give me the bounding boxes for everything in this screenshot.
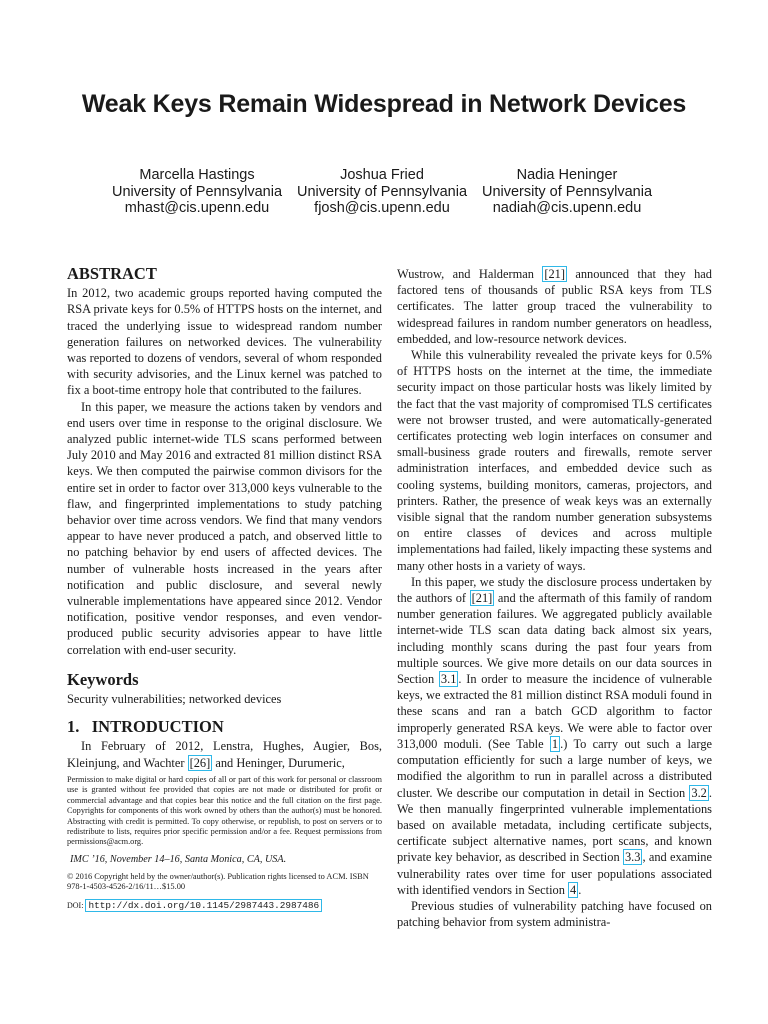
conference-venue: IMC ’16, November 14–16, Santa Monica, CA, USA.	[70, 853, 287, 865]
author-affiliation: University of Pennsylvania	[111, 183, 283, 200]
permission-notice: Permission to make digital or hard copies of all or part of this work for personal or classroom use is granted without fee provided that copies are not made or distributed for profit or commercial advantage and that copies bear this notice and the full citation on the first page. Copyrights for components of this work owned by others than the author(s) must be honored. Abstracting with credit is permitted. To copy otherwise, or republish, to post on servers or to redistribute to lists, requires prior specific permission and/or a fee. Request permissions from permissions@acm.org.	[67, 774, 382, 847]
abstract-paragraph-1: In 2012, two academic groups reported having computed the RSA private keys for 0.5% of HTTPS hosts on the internet, and traced the underlying issue to widespread random number generation failures on networked devices. The vulnerability was reported to dozens of vendors, several of whom responded with security advisories, and the Linux kernel was patched to fix a boot-time entropy hole that contributed to the failures.	[67, 286, 382, 398]
abstract-heading: ABSTRACT	[67, 264, 157, 283]
intro-paragraph-3: In this paper, we study the disclosure process undertaken by the authors of [21] and the aftermath of this family of random number generation failures. We aggregated publicly available internet-wide TLS scan data dating back almost six years, including monthly scans during the past four years from multiple sources. We give more details on our data sources in Section 3.1 . In order to measure the incidence of vulnerable keys, we extracted the 81 million distinct RSA moduli found in these scans and ran a batch GCD algorithm to factor improperly generated RSA keys. We were able to factor over 313,000 moduli. (See Table 1 .) To carry out such a large computation efficiently for such a large number of keys, we modified the algorithm to run in parallel across a distributed cluster. We describe our computation in detail in Section 3.2 . We then manually fingerprinted vulnerable implementations based on available metadata, including certificate subjects, certificate subject alternative names, port scans, and known private key behavior, as described in Section 3.3 , and examine vulnerability rates over time for user populations associated with identified vendors in Section 4 .	[397, 574, 713, 897]
keywords-text: Security vulnerabilities; networked devices	[67, 692, 282, 707]
intro-paragraph-1-continued: Wustrow, and Halderman [21] announced that they had factored tens of thousands of public RSA keys from TLS certificates. The latter group traced the vulnerability to widespread failures in random number generators on headless, embedded, and low-resource network devices.	[397, 267, 712, 346]
author-2	[282, 167, 482, 217]
author-email: nadiah@cis.upenn.edu	[492, 200, 642, 216]
doi-line: DOI: http://dx.doi.org/10.1145/2987443.2987486	[67, 897, 382, 914]
copyright-notice: © 2016 Copyright held by the owner/author(s). Publication rights licensed to ACM. ISBN 978-1-4503-4526-2/16/11…$15.00	[67, 871, 369, 892]
section-link-3-2[interactable]: 3.2	[691, 785, 707, 800]
doi-link[interactable]: http://dx.doi.org/10.1145/2987443.2987486	[85, 899, 322, 912]
author-email: fjosh@cis.upenn.edu	[314, 200, 450, 216]
table-link-1[interactable]: 1	[551, 736, 559, 751]
introduction-heading: 1. INTRODUCTION	[67, 717, 224, 737]
author-name: Nadia Heninger	[516, 167, 618, 183]
right-column	[397, 266, 712, 930]
section-link-3-3[interactable]: 3.3	[624, 850, 641, 865]
section-link-4[interactable]: 4	[570, 882, 577, 897]
intro-paragraph-1: In February of 2012, Lenstra, Hughes, Augier, Bos, Kleinjung, and Wachter [26] and Heninger, Durumeric,	[67, 739, 382, 770]
section-link-3-1[interactable]: 3.1	[440, 672, 457, 687]
citation-link-21[interactable]: [21]	[471, 591, 493, 606]
author-name: Joshua Fried	[340, 167, 424, 183]
paper-title: Weak Keys Remain Widespread in Network Devices	[81, 90, 687, 118]
author-1	[97, 167, 297, 217]
left-column	[67, 266, 382, 914]
author-affiliation: University of Pennsylvania	[481, 183, 653, 200]
author-name: Marcella Hastings	[139, 167, 255, 183]
author-affiliation: University of Pennsylvania	[296, 183, 468, 200]
keywords-heading: Keywords	[67, 669, 139, 689]
author-email: mhast@cis.upenn.edu	[124, 200, 270, 216]
citation-link-21[interactable]: [21]	[544, 267, 565, 281]
abstract-paragraph-2: In this paper, we measure the actions taken by vendors and end users over time in response to the original disclosure. We analyzed public internet-wide TLS scans performed between July 2010 and May 2016 and extracted 81 million distinct RSA keys. We then computed the pairwise common divisors for the entire set in order to factor over 313,000 keys vulnerable to the flaw, and fingerprinted implementations to study patching behavior over time across vendors. We find that many vendors appear to have never produced a patch, and observed little to no patching behavior by end users of affected devices. The number of vulnerable hosts increased in the years after notification and public disclosure, and several newly vulnerable implementations have appeared since 2012. Vendor notification, positive vendor responses, and even vendor-produced public security advisories appear to have little correlation with end-user security.	[67, 399, 382, 657]
citation-link-26[interactable]: [26]	[189, 755, 211, 770]
intro-paragraph-4: Previous studies of vulnerability patching have focused on patching behavior from system administra-	[397, 898, 712, 930]
author-3	[467, 167, 667, 217]
intro-paragraph-2: While this vulnerability revealed the private keys for 0.5% of HTTPS hosts on the internet at the time, the immediate security impact on those particular hosts was likely limited by the fact that the vast majority of compromised TLS certificates were not browser trusted, and were automatically-generated certificates protecting web login interfaces on consumer and small-business grade routers and firewalls, remote server administration interfaces, and embedded device such as cooling systems, building monitors, cameras, projectors, and printers. Rather, the presence of weak keys was an externally visible signal that the random number generation subsystems on entire classes of devices and across multiple implementations had failed, likely impacting these systems and many other hosts in a variety of ways.	[397, 348, 712, 573]
